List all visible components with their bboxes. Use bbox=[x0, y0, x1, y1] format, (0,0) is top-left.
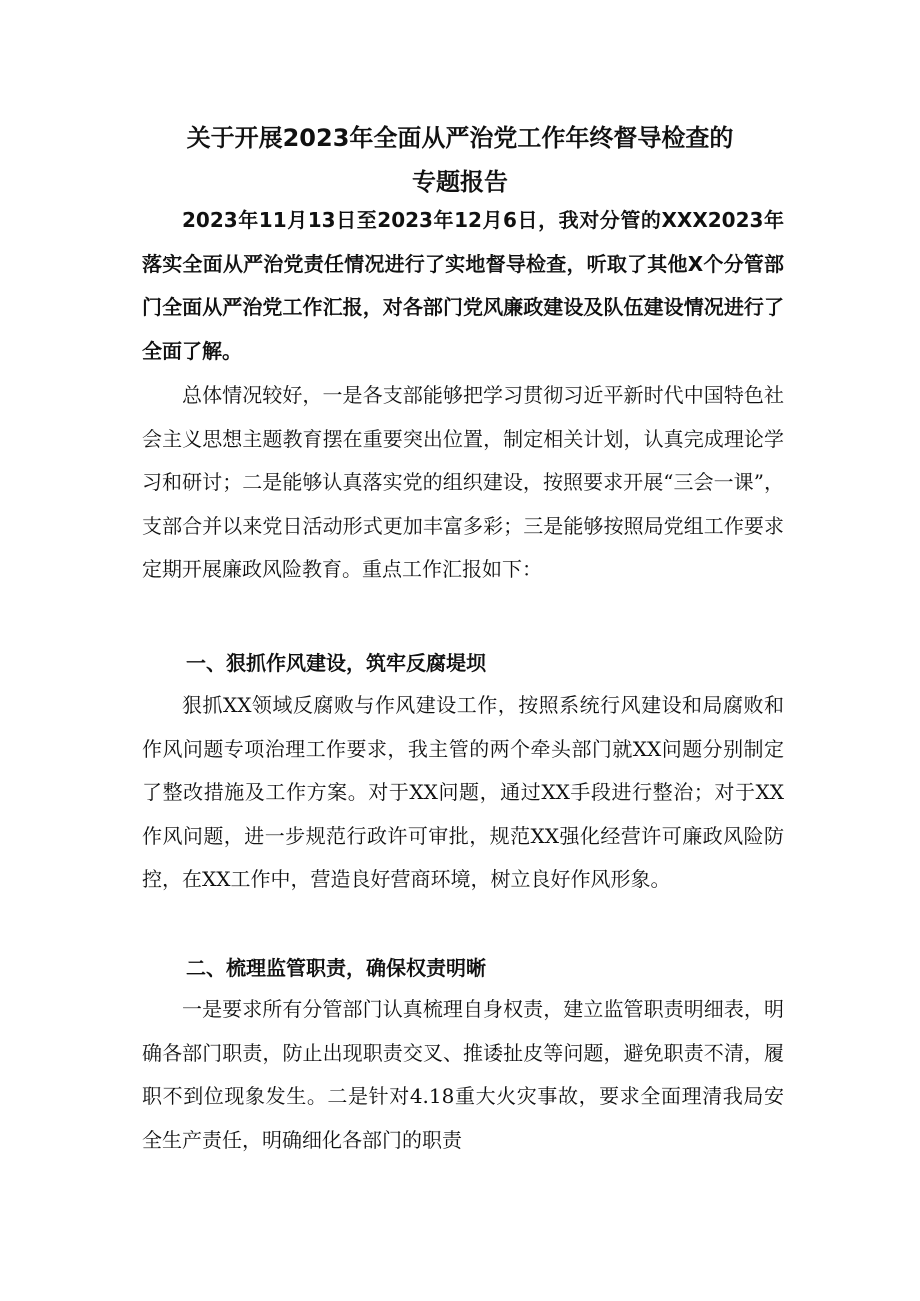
intro-paragraph: 2023年11月13日至2023年12月6日，我对分管的XXX2023年落实全面从严治党责任情况进行了实地督导检查，听取了其他X个分管部门全面从严治党工作汇报，对各部门党风廉政建设及队伍建设情况进行了全面了解。 bbox=[142, 208, 784, 363]
section-1-paragraph: 狠抓XX领域反腐败与作风建设工作，按照系统行风建设和局腐败和作风问题专项治理工作要求，我主管的两个牵头部门就XX问题分别制定了整改措施及工作方案。对于XX问题，通过XX手段进行整治；对于XX作风问题，进一步规范行政许可审批，规范XX强化经营许可廉政风险防控，在XX工作中，营造良好营商环境，树立良好作风形象。 bbox=[142, 693, 784, 891]
document-title-line-2: 专题报告 bbox=[412, 168, 508, 196]
overview-paragraph: 总体情况较好，一是各支部能够把学习贯彻习近平新时代中国特色社会主义思想主题教育摆在重要突出位置，制定相关计划，认真完成理论学习和研讨；二是能够认真落实党的组织建设，按照要求开展“三会一课”，支部合并以来党日活动形式更加丰富多彩；三是能够按照局党组工作要求定期开展廉政风险教育。重点工作汇报如下： bbox=[142, 383, 784, 581]
section-2-heading: 二、梳理监管职责，确保权责明晰 bbox=[186, 956, 486, 980]
section-2-paragraph: 一是要求所有分管部门认真梳理自身权责，建立监管职责明细表，明确各部门职责，防止出现职责交叉、推诿扯皮等问题，避免职责不清，履职不到位现象发生。二是针对4.18重大火灾事故，要求全面理清我局安全生产责任，明确细化各部门的职责 bbox=[142, 997, 784, 1152]
section-1-heading: 一、狠抓作风建设，筑牢反腐堤坝 bbox=[186, 651, 486, 675]
document-title-line-1: 关于开展2023年全面从严治党工作年终督导检查的 bbox=[186, 124, 734, 152]
